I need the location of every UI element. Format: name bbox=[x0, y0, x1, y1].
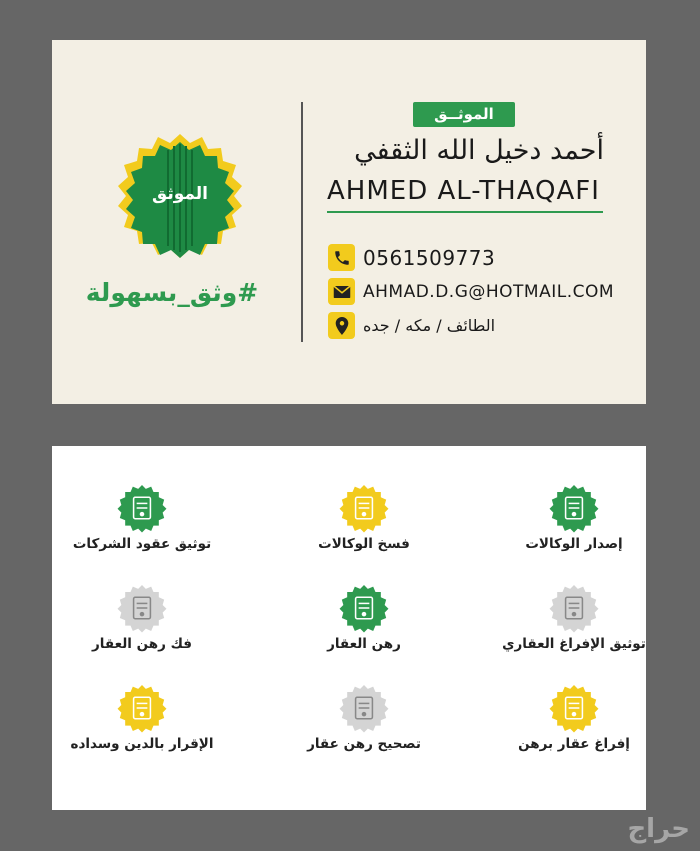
service-item bbox=[269, 582, 459, 652]
phone-icon bbox=[328, 244, 355, 271]
email-address[interactable]: AHMAD.D.G@HOTMAIL.COM bbox=[363, 281, 615, 302]
service-label: توثيق الإفراغ العقاري bbox=[502, 636, 646, 652]
business-card-front bbox=[52, 40, 646, 404]
service-item bbox=[479, 682, 646, 752]
locations-text: الطائف / مكه / جده bbox=[363, 316, 496, 335]
phone-number[interactable]: 0561509773 bbox=[363, 245, 496, 270]
house-check-icon bbox=[548, 582, 600, 634]
email-row[interactable] bbox=[328, 278, 614, 305]
service-item bbox=[52, 682, 237, 752]
service-label: تصحيح رهن عقار bbox=[307, 736, 421, 752]
location-row bbox=[328, 312, 495, 339]
service-label: رهن العقار bbox=[327, 636, 401, 652]
role-badge: الموثــق bbox=[413, 102, 515, 127]
service-item bbox=[52, 582, 237, 652]
logo-seal-icon bbox=[110, 128, 250, 268]
contract-icon bbox=[338, 582, 390, 634]
service-label: توثيق عقود الشركات bbox=[72, 536, 212, 552]
location-pin-icon bbox=[328, 312, 355, 339]
service-label: فسخ الوكالات bbox=[318, 536, 410, 552]
service-item bbox=[479, 482, 646, 552]
business-card-back bbox=[52, 446, 646, 810]
vertical-divider bbox=[301, 102, 303, 342]
service-label: إصدار الوكالات bbox=[525, 536, 623, 552]
logo-text: الموثق bbox=[152, 184, 208, 204]
phone-row[interactable] bbox=[328, 244, 495, 271]
service-item bbox=[269, 682, 459, 752]
document-icon bbox=[116, 482, 168, 534]
service-item bbox=[269, 482, 459, 552]
tag-icon bbox=[116, 582, 168, 634]
name-underline bbox=[327, 211, 603, 213]
service-item bbox=[479, 582, 646, 652]
key-check-icon bbox=[338, 682, 390, 734]
service-item bbox=[52, 482, 237, 552]
check-badge-icon bbox=[338, 482, 390, 534]
handshake-icon bbox=[548, 682, 600, 734]
hashtag-slogan: #وثق_بسهولة bbox=[85, 278, 259, 307]
money-icon bbox=[116, 682, 168, 734]
name-arabic: أحمد دخيل الله الثقفي bbox=[354, 135, 604, 166]
site-watermark: حراج bbox=[627, 814, 690, 844]
service-label: الإقرار بالدين وسداده bbox=[70, 736, 214, 752]
service-label: فك رهن العقار bbox=[92, 636, 192, 652]
service-label: إفراغ عقار برهن bbox=[518, 736, 630, 752]
certificate-icon bbox=[548, 482, 600, 534]
email-icon bbox=[328, 278, 355, 305]
name-english: AHMED AL-THAQAFI bbox=[327, 176, 600, 206]
